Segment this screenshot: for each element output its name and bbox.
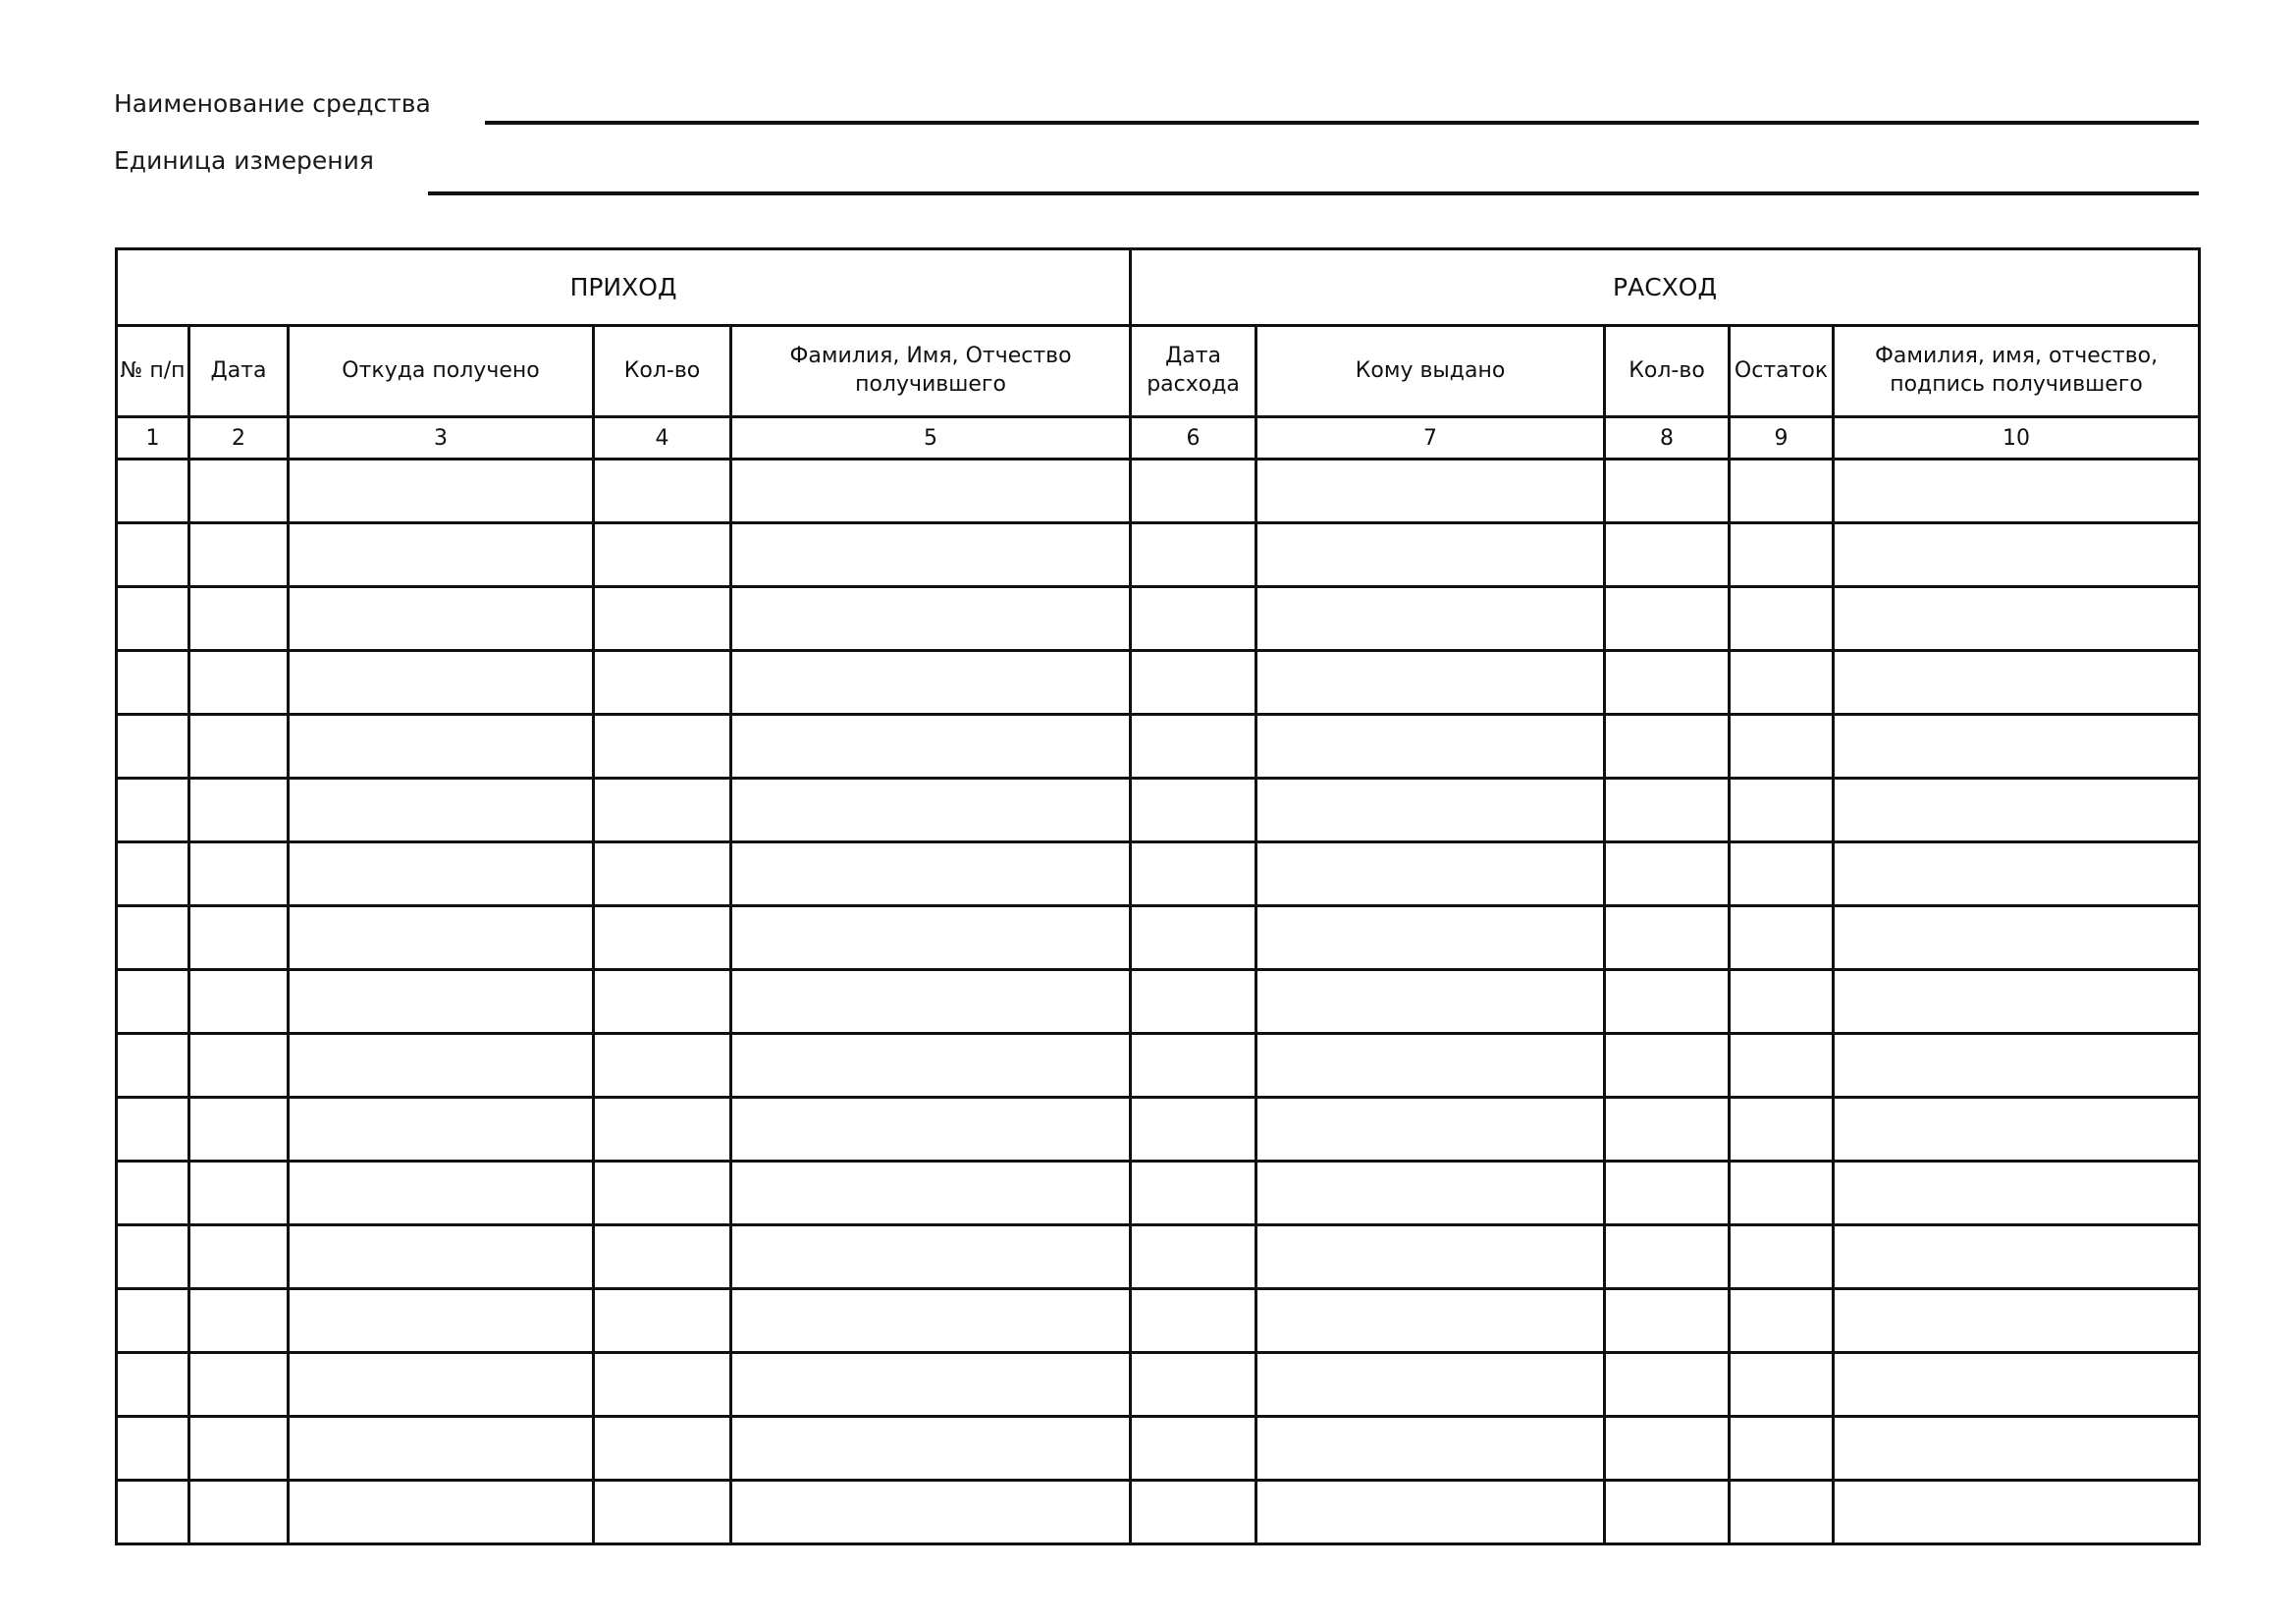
table-cell[interactable]	[731, 1098, 1131, 1162]
table-cell[interactable]	[189, 460, 289, 523]
unit-label: Единица измерения	[114, 146, 374, 175]
table-cell[interactable]	[594, 587, 731, 651]
table-cell[interactable]	[731, 715, 1131, 779]
table-cell[interactable]	[1605, 906, 1730, 970]
table-cell[interactable]	[117, 1417, 189, 1481]
table-row	[117, 1481, 2200, 1544]
col-header-signature: Фамилия, имя, отчество, подпись получившего	[1834, 326, 2200, 417]
table-cell[interactable]	[731, 1162, 1131, 1225]
table-cell[interactable]	[189, 1481, 289, 1544]
table-cell[interactable]	[1605, 1417, 1730, 1481]
table-cell[interactable]	[189, 651, 289, 715]
table-cell[interactable]	[1730, 842, 1834, 906]
table-cell[interactable]	[1131, 1481, 1256, 1544]
table-row	[117, 1034, 2200, 1098]
table-cell[interactable]	[1605, 1098, 1730, 1162]
table-cell[interactable]	[289, 460, 594, 523]
table-cell[interactable]	[1730, 906, 1834, 970]
table-cell[interactable]	[1131, 651, 1256, 715]
table-cell[interactable]	[1730, 779, 1834, 842]
table-row	[117, 523, 2200, 587]
table-cell[interactable]	[1256, 715, 1605, 779]
table-cell[interactable]	[189, 1353, 289, 1417]
col-number: 10	[1834, 417, 2200, 460]
table-cell[interactable]	[1256, 1353, 1605, 1417]
table-cell[interactable]	[289, 970, 594, 1034]
table-cell[interactable]	[289, 779, 594, 842]
table-cell[interactable]	[1256, 523, 1605, 587]
table-cell[interactable]	[117, 970, 189, 1034]
ledger-body	[117, 460, 2200, 1544]
table-cell[interactable]	[1605, 1353, 1730, 1417]
table-cell[interactable]	[1730, 1034, 1834, 1098]
table-row	[117, 651, 2200, 715]
table-cell[interactable]	[1834, 970, 2200, 1034]
table-cell[interactable]	[117, 460, 189, 523]
table-cell[interactable]	[594, 523, 731, 587]
col-header-issued-to: Кому выдано	[1256, 326, 1605, 417]
table-cell[interactable]	[1834, 715, 2200, 779]
table-cell[interactable]	[1834, 842, 2200, 906]
table-cell[interactable]	[1131, 842, 1256, 906]
table-cell[interactable]	[189, 1162, 289, 1225]
table-cell[interactable]	[1131, 970, 1256, 1034]
table-cell[interactable]	[1131, 587, 1256, 651]
expense-group-header: РАСХОД	[1131, 249, 2200, 326]
table-cell[interactable]	[117, 651, 189, 715]
table-cell[interactable]	[1834, 1481, 2200, 1544]
table-cell[interactable]	[189, 906, 289, 970]
table-cell[interactable]	[731, 842, 1131, 906]
table-cell[interactable]	[1131, 1289, 1256, 1353]
table-cell[interactable]	[117, 1353, 189, 1417]
column-header-row	[117, 326, 2200, 417]
table-cell[interactable]	[1131, 906, 1256, 970]
table-cell[interactable]	[1730, 1289, 1834, 1353]
table-cell[interactable]	[1256, 1417, 1605, 1481]
column-number-row	[117, 417, 2200, 460]
table-cell[interactable]	[289, 651, 594, 715]
table-cell[interactable]	[289, 1034, 594, 1098]
table-cell[interactable]	[1131, 1162, 1256, 1225]
col-number: 6	[1131, 417, 1256, 460]
col-header-expense-date: Дата расхода	[1131, 326, 1256, 417]
table-cell[interactable]	[189, 523, 289, 587]
col-header-source: Откуда получено	[289, 326, 594, 417]
table-cell[interactable]	[289, 1481, 594, 1544]
table-cell[interactable]	[594, 842, 731, 906]
col-header-receiver-name: Фамилия, Имя, Отчество получившего	[731, 326, 1131, 417]
table-cell[interactable]	[117, 587, 189, 651]
table-row	[117, 1289, 2200, 1353]
table-cell[interactable]	[1256, 1098, 1605, 1162]
table-cell[interactable]	[1834, 651, 2200, 715]
table-cell[interactable]	[117, 906, 189, 970]
unit-field-row	[0, 141, 2296, 200]
col-number: 9	[1730, 417, 1834, 460]
table-cell[interactable]	[289, 1225, 594, 1289]
table-cell[interactable]	[189, 587, 289, 651]
group-header-row	[117, 249, 2200, 326]
table-cell[interactable]	[1605, 460, 1730, 523]
col-header-date: Дата	[189, 326, 289, 417]
table-cell[interactable]	[1256, 1225, 1605, 1289]
table-cell[interactable]	[117, 715, 189, 779]
table-cell[interactable]	[117, 1225, 189, 1289]
table-cell[interactable]	[731, 1034, 1131, 1098]
unit-underline[interactable]	[428, 191, 2199, 195]
table-cell[interactable]	[189, 715, 289, 779]
table-cell[interactable]	[1834, 1417, 2200, 1481]
table-row	[117, 587, 2200, 651]
table-cell[interactable]	[1605, 1162, 1730, 1225]
table-cell[interactable]	[1256, 651, 1605, 715]
table-row	[117, 1353, 2200, 1417]
name-label: Наименование средства	[114, 89, 431, 118]
table-cell[interactable]	[289, 1353, 594, 1417]
table-cell[interactable]	[731, 779, 1131, 842]
table-cell[interactable]	[1834, 523, 2200, 587]
table-cell[interactable]	[289, 587, 594, 651]
table-row	[117, 715, 2200, 779]
table-cell[interactable]	[731, 1353, 1131, 1417]
table-cell[interactable]	[594, 1289, 731, 1353]
table-cell[interactable]	[1834, 1098, 2200, 1162]
table-cell[interactable]	[289, 715, 594, 779]
table-cell[interactable]	[189, 1034, 289, 1098]
col-header-balance: Остаток	[1730, 326, 1834, 417]
table-cell[interactable]	[1834, 1289, 2200, 1353]
table-cell[interactable]	[1131, 1098, 1256, 1162]
table-cell[interactable]	[731, 651, 1131, 715]
table-cell[interactable]	[594, 1098, 731, 1162]
table-cell[interactable]	[289, 1417, 594, 1481]
table-cell[interactable]	[189, 1225, 289, 1289]
table-cell[interactable]	[1730, 1225, 1834, 1289]
table-row	[117, 460, 2200, 523]
table-cell[interactable]	[289, 1162, 594, 1225]
col-header-number: № п/п	[117, 326, 189, 417]
table-cell[interactable]	[1605, 1225, 1730, 1289]
table-cell[interactable]	[1834, 779, 2200, 842]
table-cell[interactable]	[1605, 1034, 1730, 1098]
table-cell[interactable]	[731, 460, 1131, 523]
table-cell[interactable]	[1256, 1481, 1605, 1544]
table-cell[interactable]	[1256, 587, 1605, 651]
table-cell[interactable]	[594, 1162, 731, 1225]
table-cell[interactable]	[1834, 460, 2200, 523]
name-underline[interactable]	[485, 121, 2199, 125]
table-cell[interactable]	[289, 906, 594, 970]
table-cell[interactable]	[189, 970, 289, 1034]
table-cell[interactable]	[1605, 587, 1730, 651]
table-cell[interactable]	[1730, 1353, 1834, 1417]
table-cell[interactable]	[1730, 715, 1834, 779]
table-cell[interactable]	[594, 779, 731, 842]
table-cell[interactable]	[1131, 715, 1256, 779]
table-row	[117, 779, 2200, 842]
table-cell[interactable]	[731, 1417, 1131, 1481]
table-cell[interactable]	[594, 651, 731, 715]
table-cell[interactable]	[1256, 1289, 1605, 1353]
table-cell[interactable]	[1605, 715, 1730, 779]
table-cell[interactable]	[117, 842, 189, 906]
table-cell[interactable]	[1730, 651, 1834, 715]
table-cell[interactable]	[1256, 1162, 1605, 1225]
table-cell[interactable]	[117, 1034, 189, 1098]
table-cell[interactable]	[1605, 970, 1730, 1034]
table-row	[117, 906, 2200, 970]
table-cell[interactable]	[1834, 587, 2200, 651]
table-cell[interactable]	[117, 779, 189, 842]
table-cell[interactable]	[594, 970, 731, 1034]
name-field-row	[0, 84, 2296, 143]
table-cell[interactable]	[1834, 1225, 2200, 1289]
table-cell[interactable]	[731, 1481, 1131, 1544]
table-cell[interactable]	[189, 779, 289, 842]
table-cell[interactable]	[1730, 1481, 1834, 1544]
col-number: 1	[117, 417, 189, 460]
table-cell[interactable]	[289, 842, 594, 906]
table-cell[interactable]	[189, 1289, 289, 1353]
col-number: 4	[594, 417, 731, 460]
table-cell[interactable]	[1256, 1034, 1605, 1098]
table-cell[interactable]	[1730, 523, 1834, 587]
col-header-income-qty: Кол-во	[594, 326, 731, 417]
table-cell[interactable]	[189, 842, 289, 906]
table-cell[interactable]	[594, 1417, 731, 1481]
table-cell[interactable]	[1605, 1289, 1730, 1353]
table-cell[interactable]	[1131, 1225, 1256, 1289]
table-row	[117, 970, 2200, 1034]
table-cell[interactable]	[731, 523, 1131, 587]
table-cell[interactable]	[289, 523, 594, 587]
table-cell[interactable]	[1730, 970, 1834, 1034]
table-cell[interactable]	[1605, 842, 1730, 906]
col-number: 8	[1605, 417, 1730, 460]
table-cell[interactable]	[1131, 1353, 1256, 1417]
table-cell[interactable]	[1256, 970, 1605, 1034]
table-cell[interactable]	[1605, 651, 1730, 715]
table-cell[interactable]	[1131, 779, 1256, 842]
table-cell[interactable]	[1605, 1481, 1730, 1544]
table-cell[interactable]	[1730, 460, 1834, 523]
table-cell[interactable]	[289, 1098, 594, 1162]
table-cell[interactable]	[1834, 1162, 2200, 1225]
table-cell[interactable]	[731, 906, 1131, 970]
col-number: 3	[289, 417, 594, 460]
table-cell[interactable]	[1605, 523, 1730, 587]
table-row	[117, 1417, 2200, 1481]
table-row	[117, 1162, 2200, 1225]
table-cell[interactable]	[594, 906, 731, 970]
table-cell[interactable]	[1834, 906, 2200, 970]
table-cell[interactable]	[1730, 587, 1834, 651]
table-cell[interactable]	[731, 1289, 1131, 1353]
table-cell[interactable]	[594, 1353, 731, 1417]
table-row	[117, 842, 2200, 906]
col-number: 2	[189, 417, 289, 460]
table-cell[interactable]	[289, 1289, 594, 1353]
table-cell[interactable]	[117, 523, 189, 587]
table-cell[interactable]	[594, 1225, 731, 1289]
table-cell[interactable]	[1256, 906, 1605, 970]
table-cell[interactable]	[1131, 523, 1256, 587]
table-cell[interactable]	[594, 460, 731, 523]
table-cell[interactable]	[1131, 1034, 1256, 1098]
table-cell[interactable]	[731, 1225, 1131, 1289]
table-cell[interactable]	[1605, 779, 1730, 842]
table-cell[interactable]	[117, 1481, 189, 1544]
ledger-table	[115, 247, 2201, 1545]
table-cell[interactable]	[731, 970, 1131, 1034]
table-cell[interactable]	[1256, 842, 1605, 906]
table-cell[interactable]	[1730, 1098, 1834, 1162]
table-row	[117, 1225, 2200, 1289]
table-cell[interactable]	[1834, 1034, 2200, 1098]
col-header-expense-qty: Кол-во	[1605, 326, 1730, 417]
table-cell[interactable]	[117, 1162, 189, 1225]
table-cell[interactable]	[1131, 460, 1256, 523]
table-cell[interactable]	[1256, 460, 1605, 523]
table-row	[117, 1098, 2200, 1162]
table-cell[interactable]	[1730, 1417, 1834, 1481]
table-cell[interactable]	[594, 1034, 731, 1098]
table-cell[interactable]	[1834, 1353, 2200, 1417]
table-cell[interactable]	[1256, 779, 1605, 842]
table-cell[interactable]	[189, 1417, 289, 1481]
col-number: 7	[1256, 417, 1605, 460]
table-cell[interactable]	[731, 587, 1131, 651]
table-cell[interactable]	[594, 1481, 731, 1544]
table-cell[interactable]	[117, 1098, 189, 1162]
table-cell[interactable]	[1131, 1417, 1256, 1481]
table-cell[interactable]	[1730, 1162, 1834, 1225]
table-cell[interactable]	[189, 1098, 289, 1162]
table-cell[interactable]	[117, 1289, 189, 1353]
col-number: 5	[731, 417, 1131, 460]
income-group-header: ПРИХОД	[117, 249, 1131, 326]
table-cell[interactable]	[594, 715, 731, 779]
